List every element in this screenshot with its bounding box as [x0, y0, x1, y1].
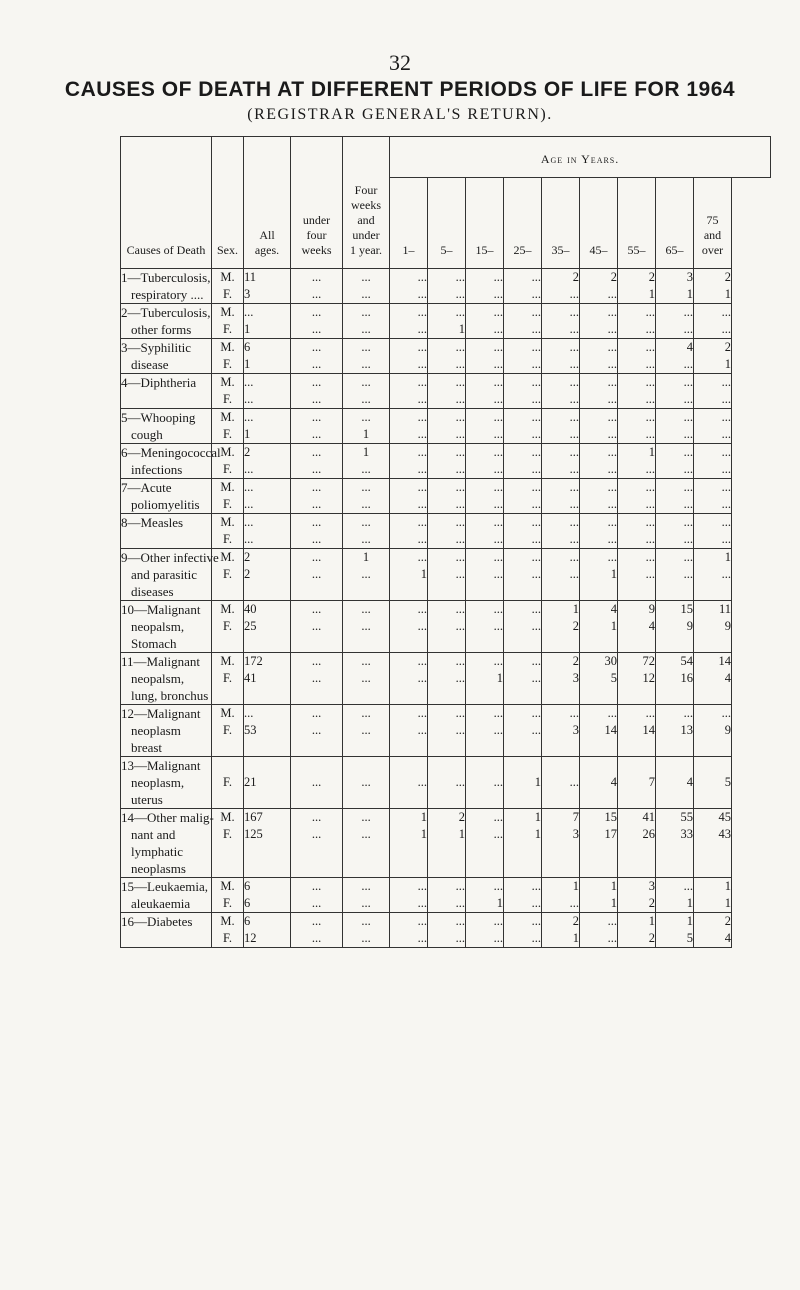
age-cell: ... ...: [343, 339, 390, 374]
page-number: 32: [389, 50, 411, 75]
all-ages-cell: ... ...: [244, 374, 291, 409]
age-cell: ...: [390, 757, 428, 809]
age-cell: ...: [343, 757, 390, 809]
age-cell: ... ...: [428, 653, 466, 705]
header-sex: Sex.: [212, 137, 244, 269]
age-cell: 2 ...: [542, 269, 580, 304]
header-age-1: 1–: [390, 178, 428, 269]
age-cell: ... ...: [580, 913, 618, 948]
age-cell: ... 1: [428, 304, 466, 339]
age-cell: ... ...: [466, 913, 504, 948]
age-cell: ... ...: [291, 514, 343, 549]
age-cell: ... ...: [291, 444, 343, 479]
header-age-45: 45–: [580, 178, 618, 269]
age-cell: ... ...: [504, 409, 542, 444]
age-cell: ... ...: [618, 374, 656, 409]
age-cell: ... ...: [542, 549, 580, 601]
cause-of-death: 5—Whooping cough: [121, 409, 212, 444]
age-cell: ... ...: [656, 514, 694, 549]
age-cell: ... ...: [428, 514, 466, 549]
age-cell: ... ...: [504, 374, 542, 409]
age-cell: 1 ...: [618, 444, 656, 479]
age-cell: ... 1: [466, 653, 504, 705]
all-ages-cell: ... ...: [244, 479, 291, 514]
age-cell: ... ...: [694, 479, 732, 514]
cause-of-death: 2—Tuberculosis, other forms: [121, 305, 211, 337]
cause-of-death: 14—Other malig- nant and lymphatic neoplasms: [121, 810, 214, 876]
all-ages-cell: ... ...: [244, 514, 291, 549]
sex-cell: M. F.: [212, 913, 244, 948]
sex-cell: M. F.: [212, 809, 244, 878]
all-ages-cell: 2 2: [244, 549, 291, 601]
age-cell: ... ...: [504, 514, 542, 549]
table-row: [121, 878, 771, 913]
age-cell: ... ...: [542, 479, 580, 514]
age-cell: ... ...: [390, 878, 428, 913]
age-cell: ... ...: [542, 409, 580, 444]
table-row: [121, 339, 771, 374]
age-cell: ... 1: [343, 409, 390, 444]
header-age-5: 5–: [428, 178, 466, 269]
age-cell: 1 1: [390, 809, 428, 878]
age-cell: 1 2: [618, 913, 656, 948]
sex-cell: M. F.: [212, 304, 244, 339]
header-age-in-years: Age in Years.: [390, 137, 771, 178]
table-row: [121, 269, 771, 304]
age-cell: ... ...: [343, 601, 390, 653]
age-cell: ... ...: [580, 444, 618, 479]
all-ages-cell: 167 125: [244, 809, 291, 878]
causes-of-death-table: [120, 136, 771, 948]
age-cell: 2 ...: [580, 269, 618, 304]
age-cell: ... ...: [656, 374, 694, 409]
age-cell: 7 3: [542, 809, 580, 878]
age-cell: ... ...: [428, 913, 466, 948]
age-cell: ... ...: [390, 913, 428, 948]
table-row: [121, 809, 771, 878]
age-cell: 1 5: [656, 913, 694, 948]
age-cell: ... ...: [343, 374, 390, 409]
age-cell: ...: [291, 757, 343, 809]
header-age-55: 55–: [618, 178, 656, 269]
header-all-ages: All ages.: [244, 137, 291, 269]
sex-cell: M. F.: [212, 705, 244, 757]
age-cell: ... ...: [291, 339, 343, 374]
age-cell: 30 5: [580, 653, 618, 705]
all-ages-cell: ... 1: [244, 304, 291, 339]
table-row: [121, 757, 771, 809]
age-cell: ... ...: [428, 269, 466, 304]
age-cell: 15 17: [580, 809, 618, 878]
age-cell: ... ...: [618, 549, 656, 601]
age-cell: ... ...: [291, 653, 343, 705]
age-cell: 9 4: [618, 601, 656, 653]
age-cell: 3 1: [656, 269, 694, 304]
age-cell: ... ...: [504, 878, 542, 913]
age-cell: ... ...: [618, 409, 656, 444]
age-cell: ... ...: [390, 705, 428, 757]
age-cell: ... ...: [618, 514, 656, 549]
age-cell: ... ...: [343, 514, 390, 549]
age-cell: ... ...: [504, 653, 542, 705]
age-cell: ... ...: [656, 479, 694, 514]
age-cell: 4: [580, 757, 618, 809]
age-cell: ... ...: [428, 549, 466, 601]
age-cell: 4 1: [580, 601, 618, 653]
age-cell: ... ...: [580, 409, 618, 444]
age-cell: ... ...: [694, 409, 732, 444]
table-row: [121, 601, 771, 653]
sex-cell: M. F.: [212, 339, 244, 374]
table-row: [121, 374, 771, 409]
header-four-weeks-under-one-year: Four weeks and under 1 year.: [343, 137, 390, 269]
age-cell: ... ...: [390, 374, 428, 409]
header-cause: Causes of Death: [121, 137, 212, 269]
age-cell: ... ...: [428, 409, 466, 444]
age-cell: ... ...: [694, 514, 732, 549]
age-cell: ... ...: [618, 339, 656, 374]
age-cell: ... 9: [694, 705, 732, 757]
age-cell: ... ...: [694, 304, 732, 339]
age-cell: ... ...: [291, 809, 343, 878]
age-cell: ... ...: [291, 374, 343, 409]
age-cell: ... 1: [466, 878, 504, 913]
age-cell: ... ...: [390, 601, 428, 653]
age-cell: 1 1: [694, 878, 732, 913]
age-cell: ... 1: [390, 549, 428, 601]
sex-cell: M. F.: [212, 601, 244, 653]
all-ages-cell: 172 41: [244, 653, 291, 705]
sex-cell: M. F.: [212, 549, 244, 601]
header-age-25: 25–: [504, 178, 542, 269]
age-cell: ... ...: [291, 409, 343, 444]
age-cell: 72 12: [618, 653, 656, 705]
age-cell: 2 1: [542, 913, 580, 948]
age-cell: ... ...: [343, 479, 390, 514]
sex-cell: M. F.: [212, 374, 244, 409]
age-cell: ...: [542, 757, 580, 809]
age-cell: ... ...: [504, 913, 542, 948]
age-cell: 1 1: [504, 809, 542, 878]
age-cell: ... ...: [542, 374, 580, 409]
age-cell: ... ...: [428, 601, 466, 653]
age-cell: 41 26: [618, 809, 656, 878]
age-cell: ... ...: [580, 304, 618, 339]
age-cell: 4 ...: [656, 339, 694, 374]
age-cell: ... ...: [618, 304, 656, 339]
cause-of-death: 7—Acute poliomyelitis: [121, 479, 212, 514]
age-cell: ... 14: [580, 705, 618, 757]
cause-of-death: 6—Meningococcal infections: [121, 445, 221, 477]
sex-cell: M. F.: [212, 514, 244, 549]
table-row: [121, 514, 771, 549]
cause-of-death: 13—Malignant neoplasm, uterus: [121, 757, 212, 809]
age-cell: ... ...: [343, 878, 390, 913]
table-row: [121, 409, 771, 444]
age-cell: 1: [504, 757, 542, 809]
table-body: [121, 269, 771, 948]
age-cell: ... ...: [291, 269, 343, 304]
cause-of-death: 1—Tuberculosis, respiratory ....: [121, 270, 211, 302]
age-cell: 45 43: [694, 809, 732, 878]
age-cell: ... ...: [291, 705, 343, 757]
table-row: [121, 653, 771, 705]
age-cell: ...: [428, 757, 466, 809]
age-cell: ... ...: [466, 374, 504, 409]
age-cell: ... ...: [618, 479, 656, 514]
all-ages-cell: 6 1: [244, 339, 291, 374]
age-cell: ... ...: [466, 549, 504, 601]
age-cell: ... 3: [542, 705, 580, 757]
cause-of-death: 8—Measles: [121, 514, 212, 549]
age-cell: 2 1: [694, 269, 732, 304]
age-cell: ... ...: [504, 444, 542, 479]
page-subtitle: (REGISTRAR GENERAL'S RETURN).: [247, 106, 553, 123]
age-cell: ... ...: [542, 339, 580, 374]
age-cell: ... ...: [466, 304, 504, 339]
cause-of-death: 12—Malignant neoplasm breast: [121, 705, 212, 757]
age-cell: ... ...: [504, 549, 542, 601]
page-title: CAUSES OF DEATH AT DIFFERENT PERIODS OF LIFE FOR 1964: [64, 78, 736, 101]
age-cell: ... ...: [390, 269, 428, 304]
age-cell: ... ...: [694, 444, 732, 479]
age-cell: ... ...: [291, 304, 343, 339]
age-cell: 1 2: [542, 601, 580, 653]
age-cell: ... ...: [466, 705, 504, 757]
age-cell: ... 13: [656, 705, 694, 757]
age-cell: ... ...: [466, 269, 504, 304]
age-cell: 54 16: [656, 653, 694, 705]
age-cell: ... ...: [656, 444, 694, 479]
age-cell: ... ...: [390, 479, 428, 514]
all-ages-cell: 40 25: [244, 601, 291, 653]
table-row: [121, 549, 771, 601]
all-ages-cell: 21: [244, 757, 291, 809]
age-cell: ... ...: [428, 705, 466, 757]
age-cell: ... ...: [466, 514, 504, 549]
age-cell: ... ...: [291, 601, 343, 653]
header-under-four-weeks: under four weeks: [291, 137, 343, 269]
all-ages-cell: 2 ...: [244, 444, 291, 479]
age-cell: ... ...: [428, 444, 466, 479]
sex-cell: M. F.: [212, 878, 244, 913]
age-cell: 2 1: [428, 809, 466, 878]
age-cell: 1 ...: [542, 878, 580, 913]
age-cell: ... ...: [466, 809, 504, 878]
age-cell: ... ...: [580, 339, 618, 374]
age-cell: ... ...: [656, 304, 694, 339]
cause-of-death: 11—Malignant neopalsm, lung, bronchus: [121, 653, 212, 705]
age-cell: ... ...: [656, 409, 694, 444]
age-cell: ...: [466, 757, 504, 809]
age-cell: ... ...: [343, 705, 390, 757]
age-cell: 7: [618, 757, 656, 809]
age-cell: ... 14: [618, 705, 656, 757]
sex-cell: M. F.: [212, 479, 244, 514]
age-cell: ... ...: [466, 601, 504, 653]
cause-of-death: 10—Malignant neopalsm, Stomach: [121, 601, 212, 653]
age-cell: 11 9: [694, 601, 732, 653]
age-cell: 2 1: [618, 269, 656, 304]
age-cell: ... ...: [390, 444, 428, 479]
age-cell: ... ...: [343, 269, 390, 304]
age-cell: ... ...: [466, 339, 504, 374]
age-cell: ... ...: [580, 374, 618, 409]
age-cell: 1 ...: [343, 549, 390, 601]
age-cell: 1 ...: [343, 444, 390, 479]
header-age-35: 35–: [542, 178, 580, 269]
age-cell: ... ...: [504, 304, 542, 339]
age-cell: ... ...: [542, 514, 580, 549]
age-cell: ... 1: [580, 549, 618, 601]
age-cell: ... ...: [291, 913, 343, 948]
sex-cell: M. F.: [212, 444, 244, 479]
age-cell: 55 33: [656, 809, 694, 878]
age-cell: ... ...: [343, 653, 390, 705]
all-ages-cell: 6 12: [244, 913, 291, 948]
age-cell: ... ...: [390, 653, 428, 705]
age-cell: ... ...: [542, 304, 580, 339]
age-cell: ... ...: [428, 878, 466, 913]
age-cell: ... ...: [390, 304, 428, 339]
age-cell: 2 3: [542, 653, 580, 705]
age-cell: 1 ...: [694, 549, 732, 601]
table-row: [121, 444, 771, 479]
table-row: [121, 304, 771, 339]
age-cell: ... ...: [390, 514, 428, 549]
all-ages-cell: ... 53: [244, 705, 291, 757]
cause-of-death: 16—Diabetes: [121, 913, 212, 948]
age-cell: ... ...: [466, 409, 504, 444]
age-cell: ... ...: [580, 514, 618, 549]
age-cell: ... ...: [343, 809, 390, 878]
age-cell: ... ...: [694, 374, 732, 409]
age-cell: ... ...: [504, 601, 542, 653]
age-cell: ... ...: [428, 374, 466, 409]
age-cell: ... ...: [343, 913, 390, 948]
header-age-65: 65–: [656, 178, 694, 269]
age-cell: ... ...: [504, 339, 542, 374]
age-cell: 2 1: [694, 339, 732, 374]
age-cell: ... ...: [542, 444, 580, 479]
sex-cell: M. F.: [212, 409, 244, 444]
sex-cell: F.: [212, 757, 244, 809]
header-age-15: 15–: [466, 178, 504, 269]
all-ages-cell: 11 3: [244, 269, 291, 304]
age-cell: ... ...: [390, 409, 428, 444]
age-cell: 14 4: [694, 653, 732, 705]
age-cell: ... ...: [466, 479, 504, 514]
age-cell: 3 2: [618, 878, 656, 913]
age-cell: ... ...: [390, 339, 428, 374]
cause-of-death: 15—Leukaemia, aleukaemia: [121, 878, 212, 913]
table-row: [121, 913, 771, 948]
all-ages-cell: ... 1: [244, 409, 291, 444]
age-cell: ... ...: [504, 479, 542, 514]
age-cell: ... ...: [291, 549, 343, 601]
age-cell: 2 4: [694, 913, 732, 948]
age-cell: ... ...: [428, 339, 466, 374]
sex-cell: M. F.: [212, 653, 244, 705]
age-cell: ... ...: [428, 479, 466, 514]
age-cell: 4: [656, 757, 694, 809]
age-cell: ... ...: [504, 705, 542, 757]
age-cell: ... ...: [466, 444, 504, 479]
cause-of-death: 9—Other infective and parasitic diseases: [121, 550, 219, 599]
table-row: [121, 479, 771, 514]
age-cell: 5: [694, 757, 732, 809]
age-cell: ... ...: [580, 479, 618, 514]
age-cell: 15 9: [656, 601, 694, 653]
age-cell: ... ...: [656, 549, 694, 601]
age-cell: ... ...: [291, 878, 343, 913]
table-row: [121, 705, 771, 757]
sex-cell: M. F.: [212, 269, 244, 304]
age-cell: ... ...: [291, 479, 343, 514]
cause-of-death: 3—Syphilitic disease: [121, 339, 212, 374]
age-cell: ... ...: [504, 269, 542, 304]
age-cell: 1 1: [580, 878, 618, 913]
all-ages-cell: 6 6: [244, 878, 291, 913]
cause-of-death: 4—Diphtheria: [121, 374, 212, 409]
age-cell: ... ...: [343, 304, 390, 339]
age-cell: ... 1: [656, 878, 694, 913]
header-age-75-over: 75 and over: [694, 178, 732, 269]
